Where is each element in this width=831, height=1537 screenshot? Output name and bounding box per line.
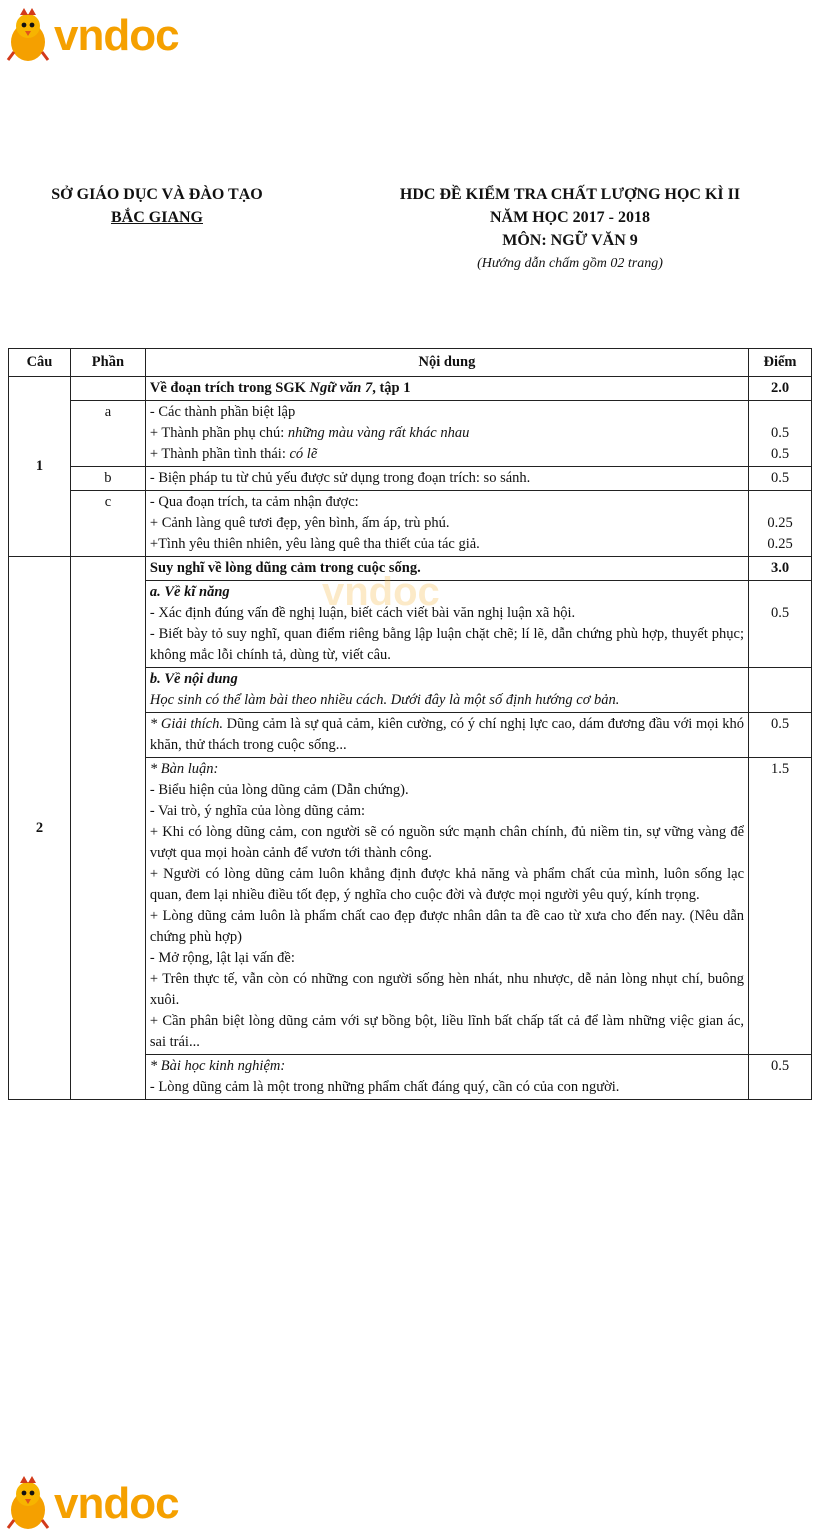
q1-number: 1 [9,377,71,557]
q2-total-score: 3.0 [749,557,812,581]
q1-part-c: c [70,491,145,557]
q2-title: Suy nghĩ về lòng dũng cảm trong cuộc sống. [145,557,748,581]
q1-part-a-content: - Các thành phần biệt lập + Thành phần phụ chú: những màu vàng rất khác nhau + Thành phần tình thái: có lẽ [145,401,748,467]
q2-explanation: * Giải thích. Dũng cảm là sự quả cảm, kiên cường, có ý chí nghị lực cao, dám đương đầu với mọi khó khăn, thử thách trong cuộc sống... [145,713,748,758]
school-year: NĂM HỌC 2017 - 2018 [490,209,650,226]
q2-skills-score: 0.5 [749,581,812,668]
q1-part-a: a [70,401,145,467]
subject: MÔN: NGỮ VĂN 9 [502,232,638,249]
table-row [9,491,812,557]
department-name: SỞ GIÁO DỤC VÀ ĐÀO TẠO [51,186,263,203]
vndoc-logo-top [4,6,179,66]
q1-part-b: b [70,467,145,491]
chick-mascot-icon [4,1476,52,1532]
q1-part-a-score: 0.5 0.5 [749,401,812,467]
watermark-logo: vndoc [322,570,440,614]
logo-text: vndoc [54,1479,179,1528]
department-header [22,183,292,229]
q2-lesson-score: 0.5 [749,1055,812,1100]
header-noidung: Nội dung [145,349,748,377]
q2-number: 2 [9,557,71,1100]
q2-lesson: * Bài học kinh nghiệm: - Lòng dũng cảm là một trong những phẩm chất đáng quý, cần có của con người. [145,1055,748,1100]
page-count-note: (Hướng dẫn chấm gồm 02 trang) [477,256,663,271]
exam-title: HDC ĐỀ KIỂM TRA CHẤT LƯỢNG HỌC KÌ II [399,186,741,203]
q1-total-score: 2.0 [749,377,812,401]
grading-table [8,348,812,1100]
header-phan: Phần [70,349,145,377]
q1-part-c-content: - Qua đoạn trích, ta cảm nhận được: + Cảnh làng quê tươi đẹp, yên bình, ấm áp, trù phú. +Tình yêu thiên nhiên, yêu làng quê tha thiết của tác giả. [145,491,748,557]
table-row [9,377,812,401]
q1-part-c-score: 0.25 0.25 [749,491,812,557]
logo-text: vndoc [54,11,179,60]
q1-part-b-score: 0.5 [749,467,812,491]
province-name: BẮC GIANG [110,209,203,226]
header-diem: Điểm [749,349,812,377]
vndoc-logo-bottom [4,1474,179,1534]
q2-discussion: * Bàn luận: - Biểu hiện của lòng dũng cảm (Dẫn chứng). - Vai trò, ý nghĩa của lòng dũng cảm: + Khi có lòng dũng cảm, con người sẽ có nguồn sức mạnh chân chính, đủ niềm tin, sự vững vàng để vượt qua mọi hoàn cảnh để vươn tới thành công. + Người có lòng dũng cảm luôn khẳng định được khả năng và phẩm chất của mình, luôn sống lạc quan, đem lại nhiều điều tốt đẹp, ý nghĩa cho cuộc đời và được mọi người yêu quý, kính trọng. + Lòng dũng cảm luôn là phẩm chất cao đẹp được nhân dân ta đề cao từ xưa cho đến nay. (Nêu dẫn chứng phù hợp) - Mở rộng, lật lại vấn đề: + Trên thực tế, vẫn còn có những con người sống hèn nhát, nhu nhược, dễ nản lòng nhụt chí, buông xuôi. + Cần phân biệt lòng dũng cảm với sự bồng bột, liều lĩnh bất chấp tất cả để làm những việc gian ác, sai trái... [145,758,748,1055]
exam-header [340,183,800,275]
q2-skills: a. Về kĩ năng - Xác định đúng vấn đề nghị luận, biết cách viết bài văn nghị luận xã hội. - Biết bày tỏ suy nghĩ, quan điểm riêng bằng lập luận chặt chẽ; lí lẽ, dẫn chứng phù hợp, thuyết phục; không mắc lỗi chính tả, dùng từ, viết câu. [145,581,748,668]
q2-explanation-score: 0.5 [749,713,812,758]
table-row [9,467,812,491]
chick-mascot-icon [4,8,52,64]
q1-part-b-content: - Biện pháp tu từ chủ yếu được sử dụng trong đoạn trích: so sánh. [145,467,748,491]
header-cau: Câu [9,349,71,377]
table-header-row [9,349,812,377]
q1-title: Về đoạn trích trong SGK Ngữ văn 7, tập 1 [145,377,748,401]
table-row [9,401,812,467]
q2-discussion-score: 1.5 [749,758,812,1055]
q2-content-intro: b. Về nội dung Học sinh có thể làm bài theo nhiều cách. Dưới đây là một số định hướng cơ bản. [145,668,748,713]
